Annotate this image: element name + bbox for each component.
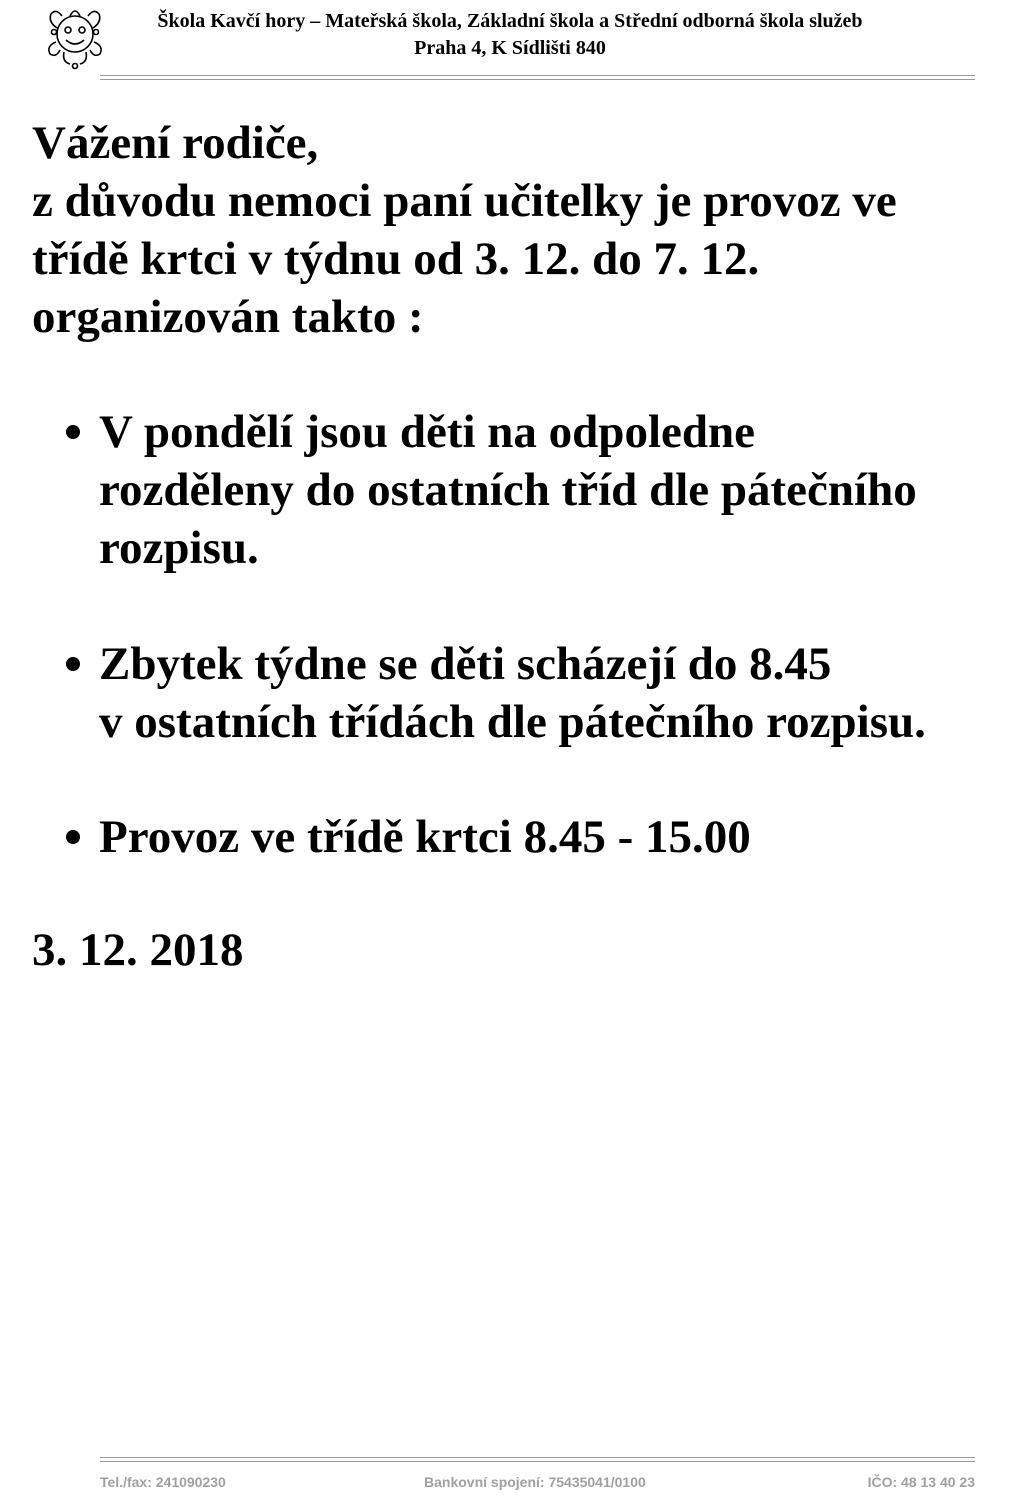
list-item-text (99, 808, 751, 866)
list-item-text (99, 635, 926, 751)
footer-divider (100, 1461, 975, 1462)
list-item-line: rozděleny do ostatních tříd dle pátečního (99, 464, 917, 516)
school-name: Škola Kavčí hory – Mateřská škola, Základní škola a Střední odborná škola služeb (157, 10, 863, 32)
intro-line: z důvodu nemoci paní učitelky je provoz ve (32, 175, 897, 227)
list-item-line: rozpisu. (99, 522, 259, 574)
footer-divider (100, 1457, 975, 1458)
greeting-line: Vážení rodiče, (32, 117, 319, 169)
footer-bank: Bankovní spojení: 75435041/0100 (424, 1474, 646, 1490)
header-divider (100, 75, 975, 76)
footer-ico: IČO: 48 13 40 23 (867, 1474, 975, 1490)
list-item-line: Provoz ve třídě krtci 8.45 - 15.00 (99, 811, 751, 863)
intro-line: třídě krtci v týdnu od 3. 12. do 7. 12. (32, 233, 760, 285)
school-mascot-logo-icon (42, 2, 108, 70)
list-item-line: V pondělí jsou děti na odpoledne (99, 406, 756, 458)
bullet-icon (66, 425, 80, 439)
intro-line: organizován takto : (32, 291, 424, 343)
footer-phone: Tel./fax: 241090230 (100, 1474, 226, 1490)
notice-date: 3. 12. 2018 (32, 924, 244, 976)
school-address: Praha 4, K Sídlišti 840 (414, 37, 606, 59)
bullet-icon (66, 830, 80, 844)
list-item-text (99, 403, 917, 577)
bullet-icon (66, 657, 80, 671)
header-divider (100, 79, 975, 80)
list-item-line: v ostatních třídách dle pátečního rozpisu. (99, 696, 926, 748)
list-item-line: Zbytek týdne se děti scházejí do 8.45 (99, 638, 832, 690)
notice-intro (32, 114, 992, 346)
